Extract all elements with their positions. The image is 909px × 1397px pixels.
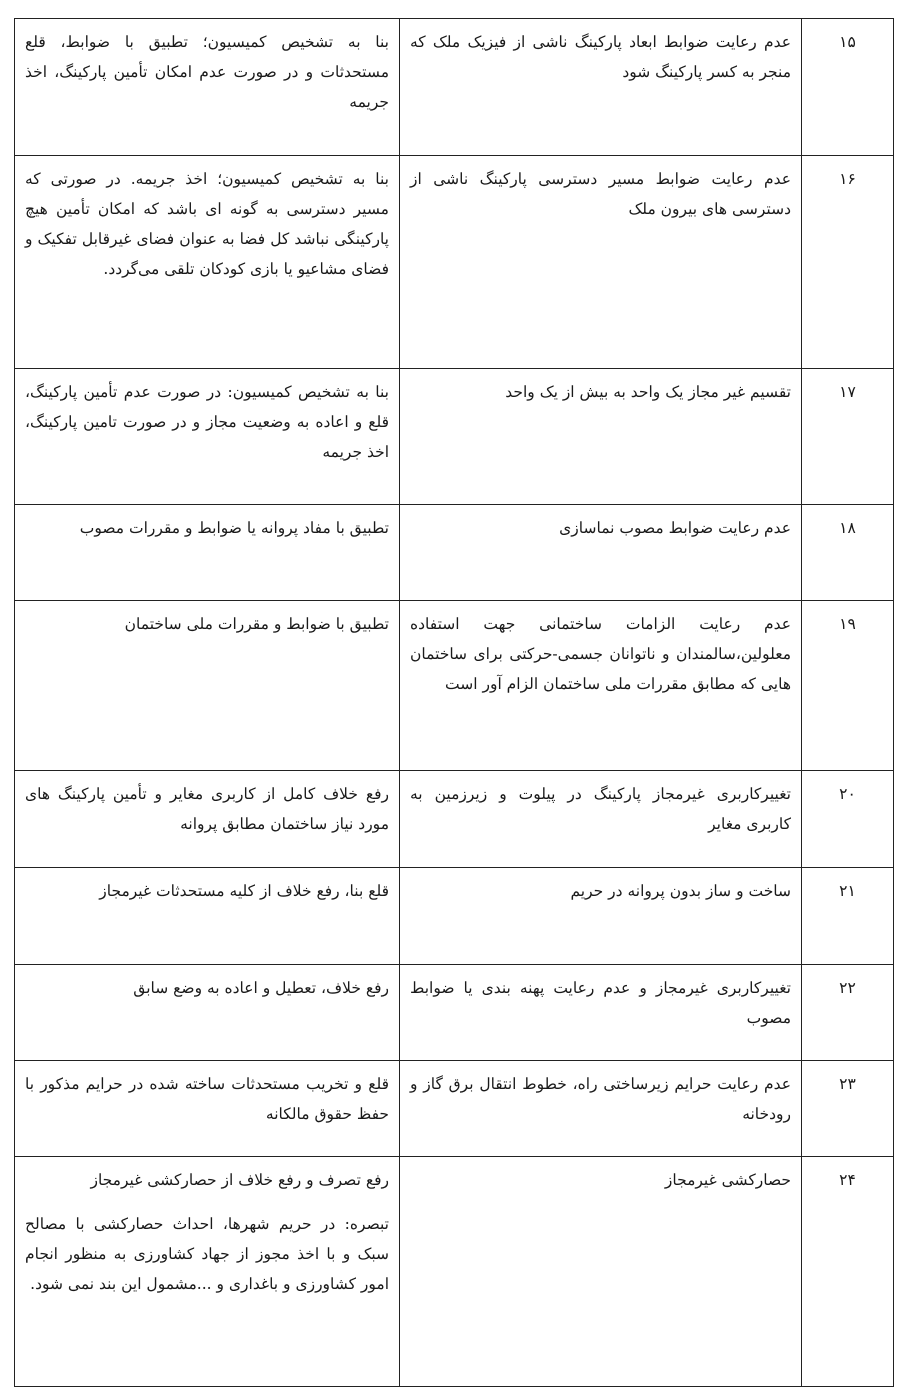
row-number: ٢٣ xyxy=(802,1061,894,1157)
table-row xyxy=(15,965,894,1061)
table-row xyxy=(15,505,894,601)
violation-cell: تغییرکاربری غیرمجاز پارکینگ در پیلوت و زیرزمین به کاربری مغایر xyxy=(400,771,802,868)
table-row xyxy=(15,19,894,156)
violation-cell: عدم رعایت الزامات ساختمانی جهت استفاده معلولین،سالمندان و ناتوانان جسمی-حرکتی برای ساختمان هایی که مطابق مقررات ملی ساختمان الزام آور است xyxy=(400,601,802,771)
violation-cell: تقسیم غیر مجاز یک واحد به بیش از یک واحد xyxy=(400,369,802,505)
penalty-cell xyxy=(15,369,400,505)
row-number: ٢٠ xyxy=(802,771,894,868)
violation-cell: ساخت و ساز بدون پروانه در حریم xyxy=(400,868,802,965)
penalty-text: بنا به تشخیص کمیسیون؛ تطبیق با ضوابط، قلع مستحدثات و در صورت عدم امکان تأمین پارکینگ، اخذ جریمه xyxy=(25,33,389,111)
table-row xyxy=(15,156,894,369)
row-number: ٢٢ xyxy=(802,965,894,1061)
penalty-text: رفع خلاف کامل از کاربری مغایر و تأمین پارکینگ های مورد نیاز ساختمان مطابق پروانه xyxy=(25,785,389,833)
violation-cell: عدم رعایت حرایم زیرساختی راه، خطوط انتقال برق گاز و رودخانه xyxy=(400,1061,802,1157)
penalty-cell xyxy=(15,505,400,601)
violation-cell: عدم رعایت ضوابط مصوب نماسازی xyxy=(400,505,802,601)
row-number: ١۵ xyxy=(802,19,894,156)
table-row xyxy=(15,601,894,771)
row-number: ٢١ xyxy=(802,868,894,965)
table-row xyxy=(15,1061,894,1157)
penalty-cell xyxy=(15,1061,400,1157)
row-number: ١٧ xyxy=(802,369,894,505)
row-number: ٢۴ xyxy=(802,1157,894,1387)
penalty-text: رفع تصرف و رفع خلاف از حصارکشی غیرمجاز xyxy=(90,1171,389,1189)
row-number: ١۶ xyxy=(802,156,894,369)
table-row xyxy=(15,771,894,868)
penalty-cell xyxy=(15,1157,400,1387)
table-row xyxy=(15,1157,894,1387)
penalty-note: تبصره: در حریم شهرها، احداث حصارکشی با مصالح سبک و با اخذ مجوز از جهاد کشاورزی به منظور انجام امور کشاورزی و باغداری و ...مشمول این بند نمی شود. xyxy=(25,1215,389,1293)
table-row xyxy=(15,868,894,965)
row-number: ١٩ xyxy=(802,601,894,771)
penalty-text: قلع و تخریب مستحدثات ساخته شده در حرایم مذکور با حفظ حقوق مالکانه xyxy=(25,1075,389,1123)
penalty-text: تطبیق با ضوابط و مقررات ملی ساختمان xyxy=(124,615,389,633)
penalty-cell xyxy=(15,156,400,369)
penalty-cell xyxy=(15,771,400,868)
violation-cell: عدم رعایت ضوابط ابعاد پارکینگ ناشی از فیزیک ملک که منجر به کسر پارکینگ شود xyxy=(400,19,802,156)
penalty-cell xyxy=(15,601,400,771)
violations-table xyxy=(14,18,894,1387)
penalty-cell xyxy=(15,868,400,965)
penalty-cell xyxy=(15,965,400,1061)
table-row xyxy=(15,369,894,505)
penalty-text: رفع خلاف، تعطیل و اعاده به وضع سابق xyxy=(133,979,389,997)
violation-cell: حصارکشی غیرمجاز xyxy=(400,1157,802,1387)
regulation-table-page xyxy=(14,18,893,1387)
row-number: ١٨ xyxy=(802,505,894,601)
penalty-text: قلع بنا، رفع خلاف از کلیه مستحدثات غیرمجاز xyxy=(99,882,389,900)
penalty-text: تطبیق با مفاد پروانه یا ضوابط و مقررات مصوب xyxy=(79,519,389,537)
penalty-text: بنا به تشخیص کمیسیون؛ اخذ جریمه. در صورتی که مسیر دسترسی به گونه ای باشد که امکان تأمین هیچ پارکینگی نباشد کل فضا به عنوان فضای غیرقابل تفکیک و فضای مشاعیو یا بازی کودکان تلقی می‌گردد. xyxy=(25,170,389,278)
violation-cell: عدم رعایت ضوابط مسیر دسترسی پارکینگ ناشی از دسترسی های بیرون ملک xyxy=(400,156,802,369)
violation-cell: تغییرکاربری غیرمجاز و عدم رعایت پهنه بندی یا ضوابط مصوب xyxy=(400,965,802,1061)
penalty-text: بنا به تشخیص کمیسیون: در صورت عدم تأمین پارکینگ، قلع و اعاده به وضعیت مجاز و در صورت تامین پارکینگ، اخذ جریمه xyxy=(25,383,389,461)
penalty-cell xyxy=(15,19,400,156)
